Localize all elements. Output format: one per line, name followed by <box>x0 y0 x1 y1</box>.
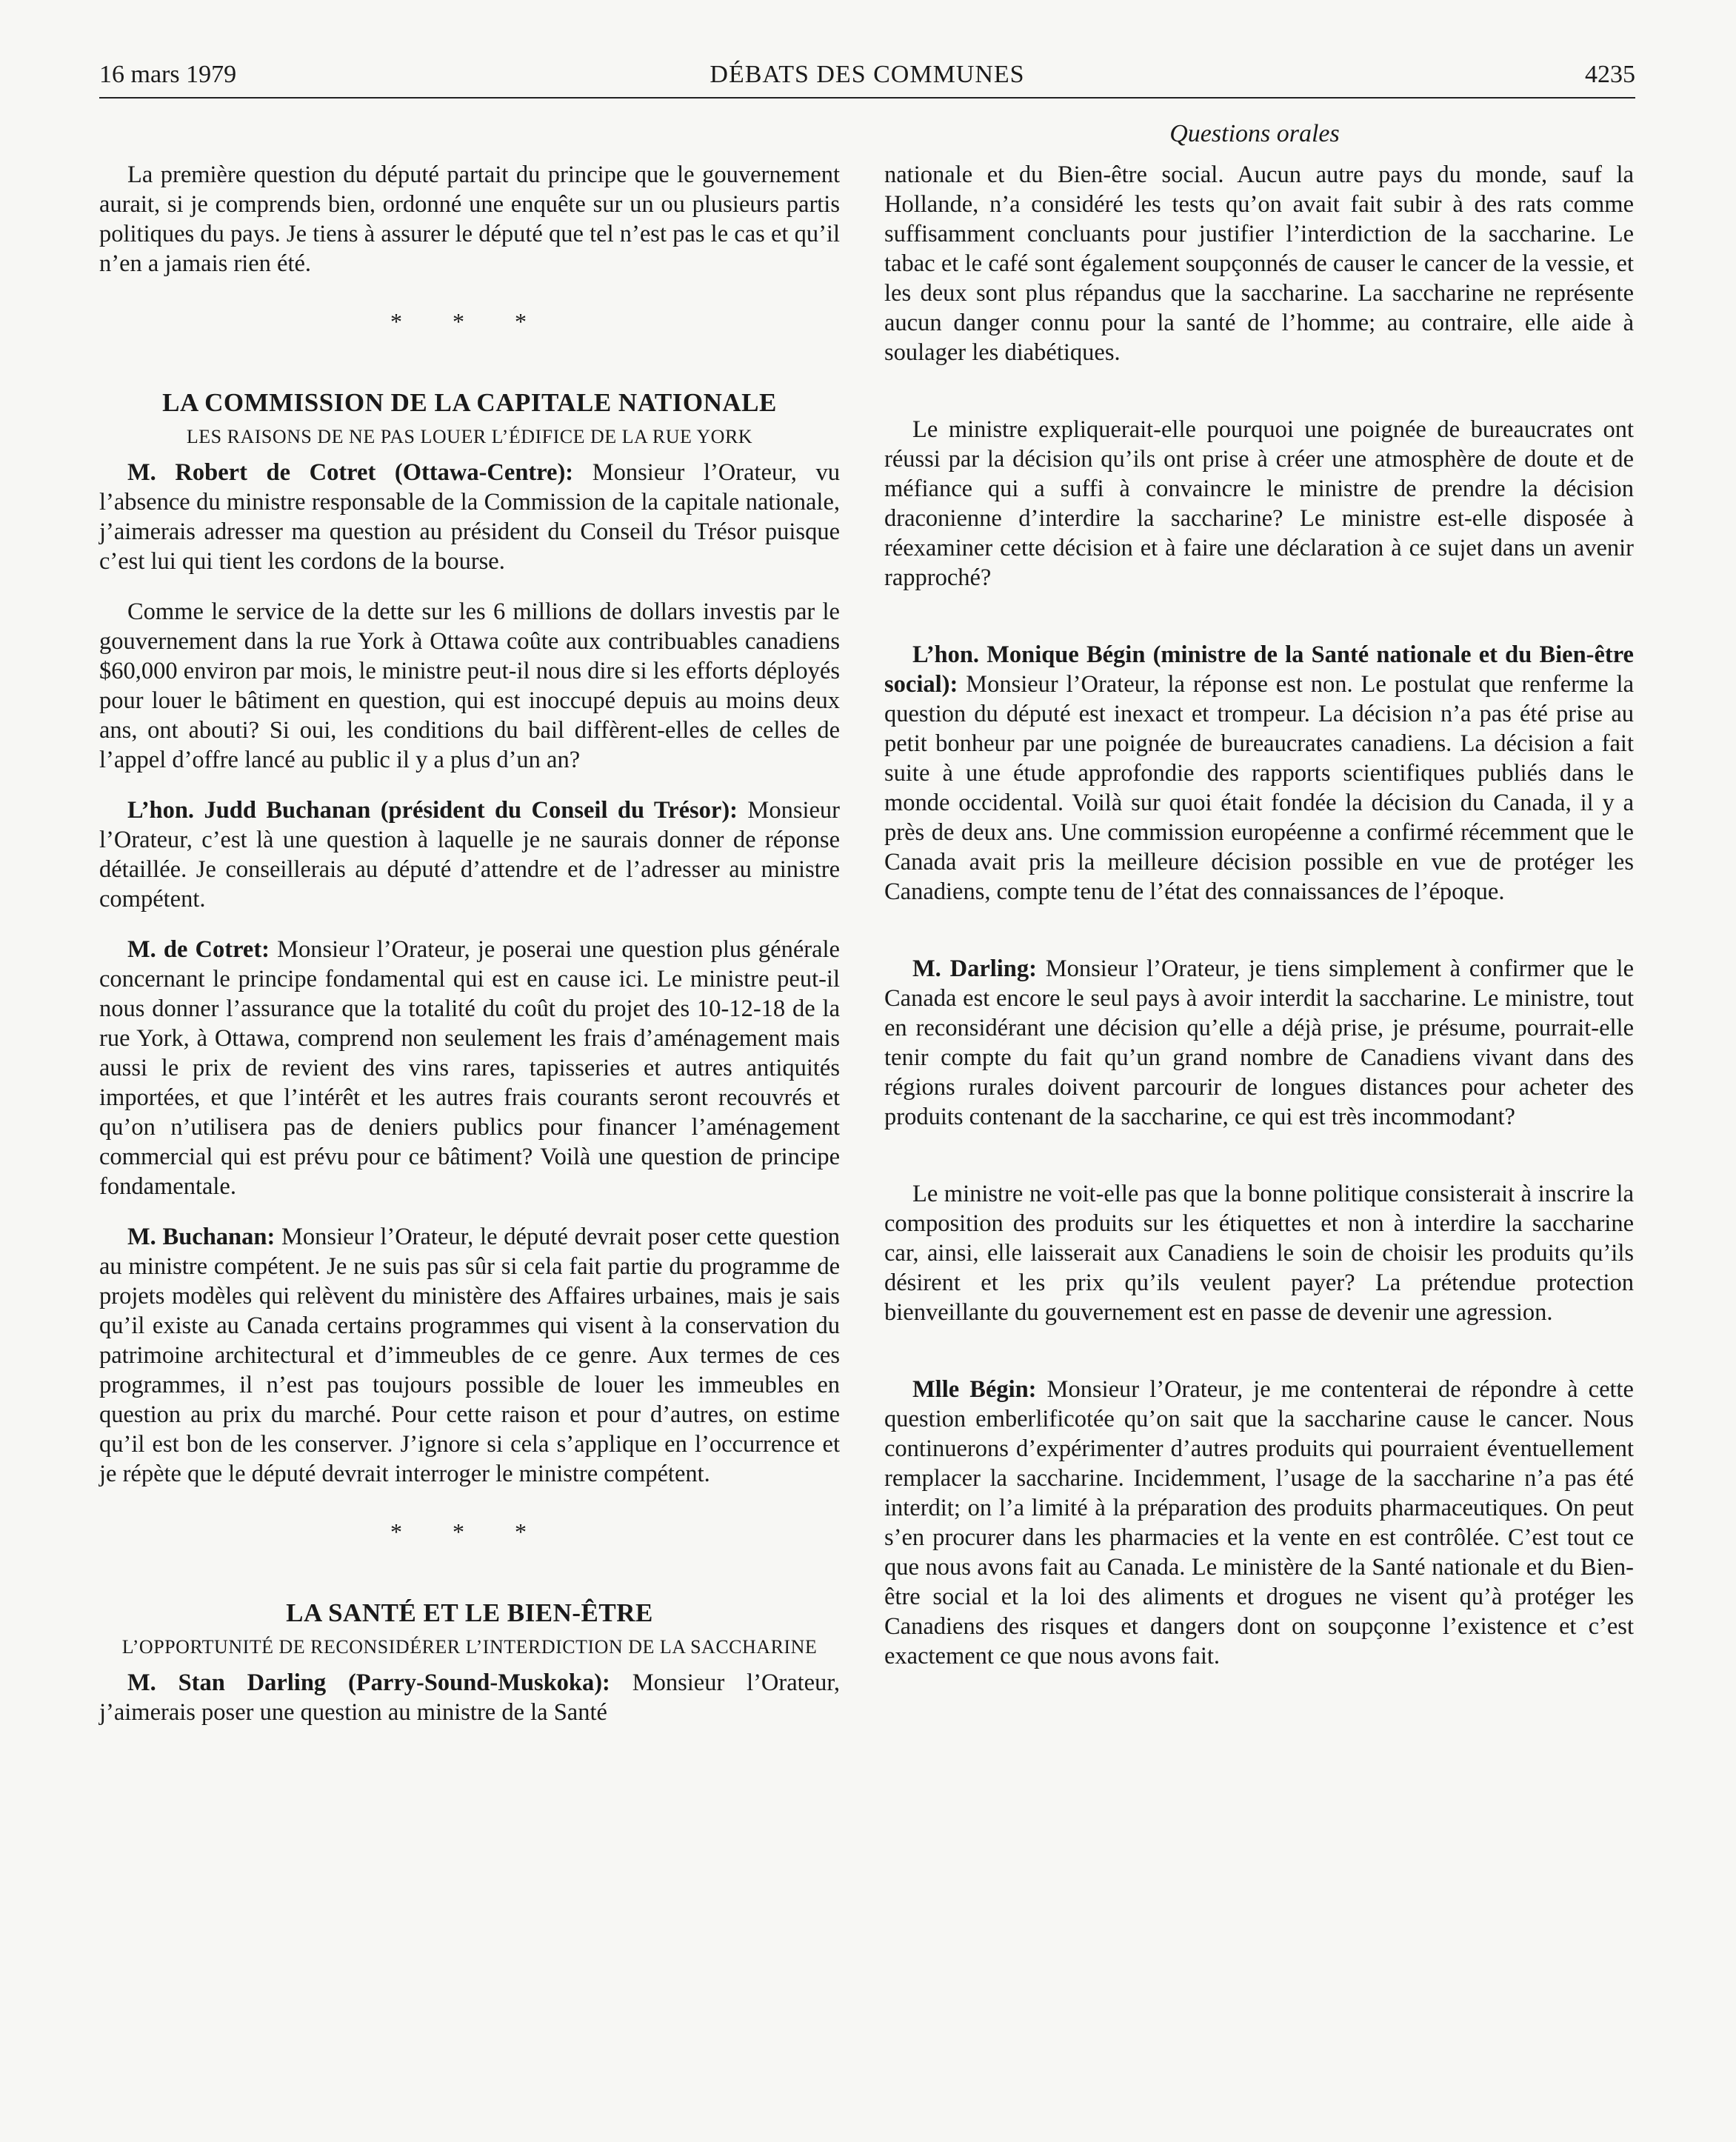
speaker-name: M. de Cotret: <box>127 936 270 963</box>
running-head: Questions orales <box>1169 120 1340 147</box>
speech-text: Monsieur l’Orateur, j’aimerais poser une question au ministre de la Santé <box>99 1669 840 1726</box>
speaker-name: M. Buchanan: <box>127 1224 276 1250</box>
spacer <box>884 1348 1634 1375</box>
header-title: DÉBATS DES COMMUNES <box>710 61 1025 88</box>
speaker-name: L’hon. Judd Buchanan (président du Conseil du Trésor): <box>127 797 738 824</box>
speaker-name: Mlle Bégin: <box>912 1376 1037 1403</box>
paragraph <box>99 1668 840 1727</box>
speech-text: Monsieur l’Orateur, je poserai une question plus générale concernant le principe fondamental qui est en cause ici. Le ministre peut-il nous donner l’assurance que la totalité du coût du projet des 10-12-18 de la rue York, à Ottawa, comprend non seulement les frais d’aménagement mais aussi le prix de revient des vins rares, tapisseries et autres antiquités importées, et que l’intérêt et les autres frais courants seront recouvrés et qu’on n’utilisera pas de deniers publics pour financer l’aménagement commercial qui est prévu pour ce bâtiment? Voilà une question de principe fondamentale. <box>99 936 840 1200</box>
section-separator: * * * <box>390 1518 549 1545</box>
speaker-name: M. Darling: <box>912 955 1037 982</box>
page-header <box>99 61 1635 96</box>
paragraph <box>99 795 840 914</box>
header-date: 16 mars 1979 <box>99 61 237 88</box>
paragraph: La première question du député partait du principe que le gouvernement aurait, si je comprends bien, ordonné une enquête sur un ou plusieurs partis politiques du pays. Je tiens à assurer le député que tel n’est pas le cas et qu’il n’en a jamais rien été. <box>99 161 840 277</box>
speech-text: Monsieur l’Orateur, je me contenterai de répondre à cette question emberlificotée qu’on sait que la saccharine cause le cancer. Nous continuerons d’expérimenter d’autres produits qui pourraient éventuellement remplacer la saccharine. Incidemment, l’usage de la saccharine n’a pas été interdit; on l’a limité à la préparation des produits pharmaceutiques. On peut s’en procurer dans les pharmacies et la vente en est contrôlée. C’est tout ce que nous avons fait au Canada. Le ministère de la Santé nationale et du Bien-être social et la loi des aliments et drogues ne visent qu’à protéger les Canadiens des risques et dangers dont on soupçonne l’existence et c’est exactement ce que nous avons fait. <box>884 1376 1634 1669</box>
paragraph <box>99 935 840 1201</box>
paragraph <box>884 640 1634 907</box>
speech-text: Monsieur l’Orateur, je tiens simplement à confirmer que le Canada est encore le seul pays à avoir interdit la saccharine. Le ministre, tout en reconsidérant une décision qu’elle a déjà prise, je présume, pourrait-elle tenir compte du fait qu’un grand nombre de Canadiens vivant dans des régions rurales doivent parcourir de longues distances pour acheter des produits contenant de la saccharine, ce qui est très incommodant? <box>884 955 1634 1130</box>
section-subtitle: LES RAISONS DE NE PAS LOUER L’ÉDIFICE DE LA RUE YORK <box>186 426 753 447</box>
speaker-name: M. Robert de Cotret (Ottawa-Centre): <box>127 459 574 486</box>
paragraph <box>99 458 840 576</box>
spacer <box>884 1152 1634 1179</box>
paragraph: Le ministre ne voit-elle pas que la bonne politique consisterait à inscrire la composition des produits sur les étiquettes et non à interdire la saccharine car, ainsi, elle laisserait aux Canadiens le soin de choisir les produits qu’ils désirent et les prix qu’ils veulent payer? La prétendue protection bienveillante du gouvernement est en passe de devenir une agression. <box>884 1181 1634 1326</box>
left-column <box>99 160 840 1748</box>
paragraph <box>884 954 1634 1132</box>
header-rule <box>99 97 1635 99</box>
speech-text: Monsieur l’Orateur, vu l’absence du ministre responsable de la Commission de la capitale nationale, j’aimerais adresser ma question au président du Conseil du Trésor puisque c’est lui qui tient les cordons de la bourse. <box>99 459 841 575</box>
paragraph: Comme le service de la dette sur les 6 millions de dollars investis par le gouvernement dans la rue York à Ottawa coûte aux contribuables canadiens $60,000 environ par mois, le ministre peut-il nous dire si les efforts déployés pour louer le bâtiment en question, qui est inoccupé depuis au moins deux ans, ont abouti? Si oui, les conditions du bail diffèrent-elles de celles de l’appel d’offre lancé au public il y a plus d’un an? <box>99 598 840 773</box>
spacer <box>884 388 1634 415</box>
section-separator: * * * <box>390 308 549 335</box>
speaker-name: M. Stan Darling (Parry-Sound-Muskoka): <box>127 1669 610 1696</box>
spacer <box>884 927 1634 954</box>
speaker-name: L’hon. Monique Bégin (ministre de la Santé nationale et du Bien-être social): <box>884 641 1634 698</box>
section-title: LA SANTÉ ET LE BIEN-ÊTRE <box>286 1598 653 1627</box>
paragraph <box>99 1222 840 1489</box>
section-title: LA COMMISSION DE LA CAPITALE NATIONALE <box>162 388 777 417</box>
paragraph: Le ministre expliquerait-elle pourquoi une poignée de bureaucrates ont réussi par la décision qu’ils ont prise à créer une atmosphère de doute et de méfiance qui a suffi à convaincre le ministre de prendre la décision draconienne d’interdire la saccharine? Le ministre est-elle disposée à réexaminer cette décision et à faire une déclaration à ce sujet dans un avenir rapproché? <box>884 416 1634 591</box>
speech-text: Monsieur l’Orateur, c’est là une question à laquelle je ne saurais donner de réponse détaillée. Je conseillerais au député d’attendre et de l’adresser au ministre compétent. <box>99 797 841 912</box>
speech-text: Monsieur l’Orateur, le député devrait poser cette question au ministre compétent. Je ne suis pas sûr si cela fait partie du programme de projets modèles qui relèvent du ministère des Affaires urbaines, mais je sais qu’il existe au Canada certains programmes qui visent à la conservation du patrimoine architectural et d’immeubles de ce genre. Aux termes de ces programmes, il n’est pas toujours possible de louer les immeubles en question au prix du marché. Pour cette raison et pour d’autres, on estime qu’il est bon de les conserver. J’ignore si cela s’applique en l’occurrence et je répète que le député devrait interroger le ministre compétent. <box>99 1224 840 1487</box>
page-number: 4235 <box>1585 61 1635 88</box>
speech-text: Monsieur l’Orateur, la réponse est non. Le postulat que renferme la question du député est inexact et trompeur. La décision n’a pas été prise au petit bonheur par une poignée de bureaucrates canadiens. La décision a fait suite à une étude approfondie des rapports scientifiques publiés dans le monde occidental. Voilà sur quoi était fondée la décision du Canada, il y a près de deux ans. Une commission européenne a confirmé récemment que le Canada avait pris la meilleure décision possible en vue de protéger les Canadiens, compte tenu de l’état des connaissances de l’époque. <box>884 671 1634 905</box>
section-subtitle: L’OPPORTUNITÉ DE RECONSIDÉRER L’INTERDICTION DE LA SACCHARINE <box>121 1636 818 1658</box>
spacer <box>884 613 1634 640</box>
right-column <box>884 160 1634 1692</box>
paragraph <box>884 1375 1634 1671</box>
paragraph: nationale et du Bien-être social. Aucun autre pays du monde, sauf la Hollande, n’a considéré les tests qu’on avait fait subir à des rats comme suffisamment concluants pour justifier l’interdiction de la saccharine. Le tabac et le café sont également soupçonnés de causer le cancer de la vessie, et les deux sont plus répandus que la saccharine. La saccharine ne représente aucun danger connu pour la santé de l’homme; au contraire, elle aide à soulager les diabétiques. <box>884 161 1634 366</box>
